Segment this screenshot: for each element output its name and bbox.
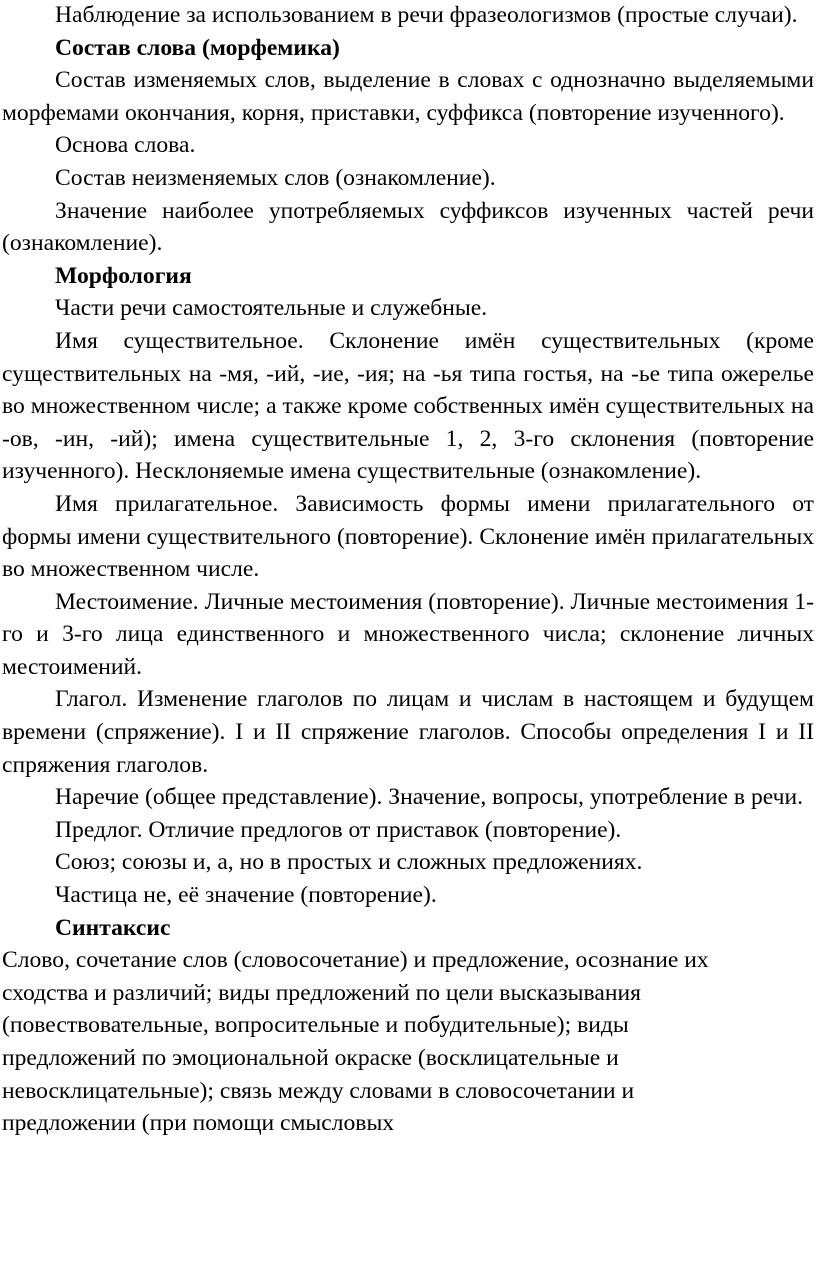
intro-paragraph: Наблюдение за использованием в речи фразеологизмов (простые случаи). <box>55 2 798 28</box>
paragraph: Имя существительное. Склонение имён существительных (кроме существительных на -мя, -ий, -ие, -ия; на -ья типа гостья, на -ье типа ожерелье во множественном числе; а также кроме собственных имён существительных на -ов, -ин, -ий); имена существительные 1, 2, 3-го склонения (повторение изученного). Несклоняемые имена существительные (ознакомление). <box>2 327 814 485</box>
paragraph: Глагол. Изменение глаголов по лицам и числам в настоящем и будущем времени (спряжение). I и II спряжение глаголов. Способы определения I и II спряжения глаголов. <box>2 686 814 778</box>
section-heading-morphology: Морфология <box>55 262 192 289</box>
syntax-line: сходства и различий; виды предложений по цели высказывания <box>2 979 641 1006</box>
syntax-line: предложений по эмоциональной окраске (восклицательные и <box>2 1045 619 1071</box>
syntax-line: (повествовательные, вопросительные и побудительные); виды <box>2 1012 629 1039</box>
paragraph: Значение наиболее употребляемых суффиксов изученных частей речи (ознакомление). <box>2 197 814 257</box>
syntax-line: невосклицательные); связь между словами в словосочетании и <box>2 1077 635 1104</box>
paragraph: Предлог. Отличие предлогов от приставок (повторение). <box>55 816 622 843</box>
paragraph: Союз; союзы и, а, но в простых и сложных предложениях. <box>55 849 643 876</box>
paragraph: Имя прилагательное. Зависимость формы имени прилагательного от формы имени существительного (повторение). Склонение имён прилагательных во множественном числе. <box>2 490 814 583</box>
syntax-paragraph <box>2 944 814 1140</box>
paragraph: Основа слова. <box>55 132 196 159</box>
paragraph: Состав неизменяемых слов (ознакомление). <box>55 164 496 191</box>
syntax-line: Слово, сочетание слов (словосочетание) и предложение, осознание их <box>2 947 709 974</box>
syntax-line: предложении (при помощи смысловых <box>2 1110 395 1137</box>
section-heading-morphemics: Состав слова (морфемика) <box>55 34 340 61</box>
paragraph: Части речи самостоятельные и служебные. <box>55 295 488 322</box>
section-heading-syntax: Синтаксис <box>55 914 171 941</box>
paragraph: Наречие (общее представление). Значение, вопросы, употребление в речи. <box>55 784 804 811</box>
paragraph: Частица не, её значение (повторение). <box>55 882 437 909</box>
paragraph: Местоимение. Личные местоимения (повторение). Личные местоимения 1-го и 3-го лица единственного и множественного числа; склонение личных местоимений. <box>2 588 814 680</box>
paragraph: Состав изменяемых слов, выделение в словах с однозначно выделяемыми морфемами окончания, корня, приставки, суффикса (повторение изученного). <box>2 67 814 126</box>
